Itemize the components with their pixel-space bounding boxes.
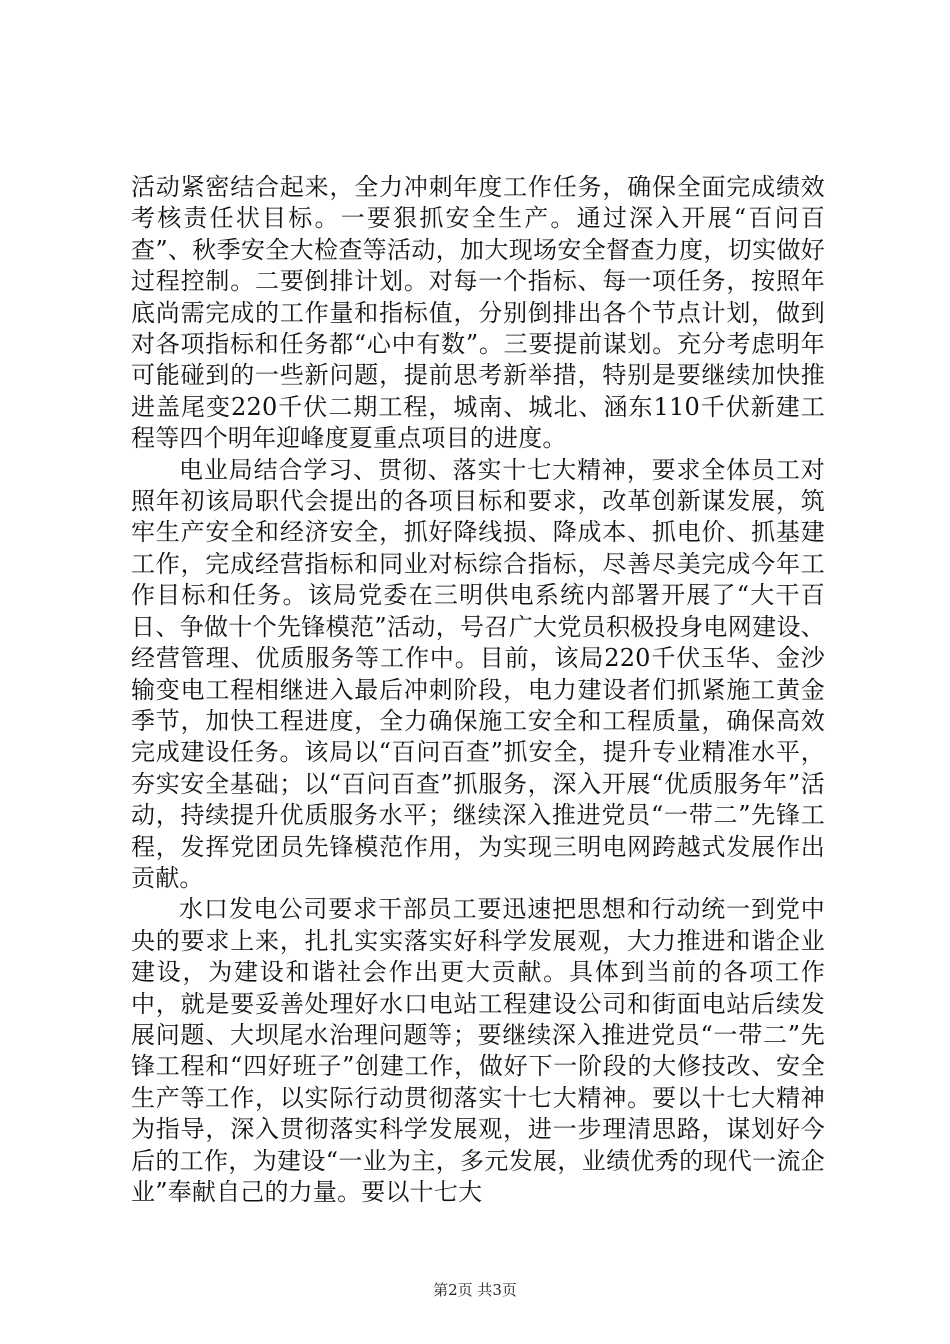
page-footer: 第2页 共3页 xyxy=(433,1281,517,1299)
document-body xyxy=(131,172,825,1208)
paragraph-3: 水口发电公司要求干部员工要迅速把思想和行动统一到党中央的要求上来，扎扎实实落实好科学发展观，大力推进和谐企业建设，为建设和谐社会作出更大贡献。具体到当前的各项工作中，就是要妥善处理好水口电站工程建设公司和街面电站后续发展问题、大坝尾水治理问题等；要继续深入推进党员“一带二”先锋工程和“四好班子”创建工作，做好下一阶段的大修技改、安全生产等工作，以实际行动贯彻落实十七大精神。要以十七大精神为指导，深入贯彻落实科学发展观，进一步理清思路，谋划好今后的工作，为建设“一业为主，多元发展，业绩优秀的现代一流企业”奉献自己的力量。要以十七大 xyxy=(131,895,825,1206)
paragraph-1: 活动紧密结合起来，全力冲刺年度工作任务，确保全面完成绩效考核责任状目标。一要狠抓安全生产。通过深入开展“百问百查”、秋季安全大检查等活动，加大现场安全督查力度，切实做好过程控制。二要倒排计划。对每一个指标、每一项任务，按照年底尚需完成的工作量和指标值，分别倒排出各个节点计划，做到对各项指标和任务都“心中有数”。三要提前谋划。充分考虑明年可能碰到的一些新问题，提前思考新举措，特别是要继续加快推进盖尾变220千伏二期工程，城南、城北、涵东110千伏新建工程等四个明年迎峰度夏重点项目的进度。 xyxy=(131,173,825,453)
paragraph-2: 电业局结合学习、贯彻、落实十七大精神，要求全体员工对照年初该局职代会提出的各项目标和要求，改革创新谋发展，筑牢生产安全和经济安全，抓好降线损、降成本、抓电价、抓基建工作，完成经营指标和同业对标综合指标，尽善尽美完成今年工作目标和任务。该局党委在三明供电系统内部署开展了“大干百日、争做十个先锋模范”活动，号召广大党员积极投身电网建设、经营管理、优质服务等工作中。目前，该局220千伏玉华、金沙输变电工程相继进入最后冲刺阶段，电力建设者们抓紧施工黄金季节，加快工程进度，全力确保施工安全和工程质量，确保高效完成建设任务。该局以“百问百查”抓安全，提升专业精准水平，夯实安全基础；以“百问百查”抓服务，深入开展“优质服务年”活动，持续提升优质服务水平；继续深入推进党员“一带二”先锋工程，发挥党团员先锋模范作用，为实现三明电网跨越式发展作出贡献。 xyxy=(131,455,825,892)
